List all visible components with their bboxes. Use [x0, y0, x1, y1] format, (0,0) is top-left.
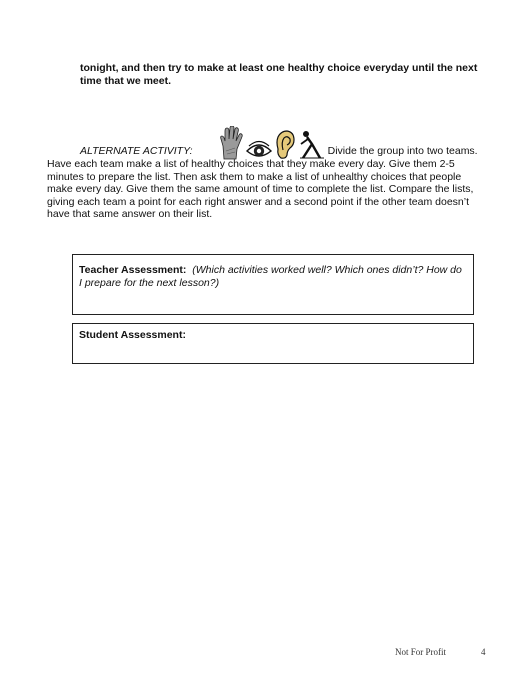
- activity-first-line: [47, 118, 487, 158]
- ear-icon: [275, 130, 295, 160]
- alternate-activity-section: [47, 118, 487, 221]
- activity-body: Have each team make a list of healthy choices that they make every day. Give them 2-5 minutes to prepare the list. Then ask them to make a list of unhealthy choices that people make every day. Give them the same amount of time to complete the list. Compare the lists, giving each team a point for each right answer and a second point if the other team doesn’t have that same answer on their list.: [47, 158, 474, 221]
- activity-label: ALTERNATE ACTIVITY:: [80, 145, 193, 158]
- student-assessment-label: Student Assessment:: [79, 329, 186, 341]
- stretching-figure-icon: [298, 130, 326, 160]
- eye-icon: [246, 140, 272, 160]
- teacher-assessment-box[interactable]: [72, 254, 474, 315]
- teacher-assessment-question: (Which activities worked well? Which ones didn’t? How do I prepare for the next lesson?): [79, 264, 462, 289]
- page-number: 4: [481, 647, 486, 657]
- hand-icon: [219, 126, 243, 160]
- learning-style-icons: [219, 126, 326, 160]
- student-assessment-box[interactable]: [72, 323, 474, 364]
- footer-label: Not For Profit: [395, 647, 447, 657]
- intro-paragraph: tonight, and then try to make at least one healthy choice everyday until the next time that we meet.: [80, 62, 478, 87]
- teacher-assessment-label: Teacher Assessment:: [79, 264, 187, 276]
- activity-first-line-tail: Divide the group into two teams.: [327, 145, 478, 158]
